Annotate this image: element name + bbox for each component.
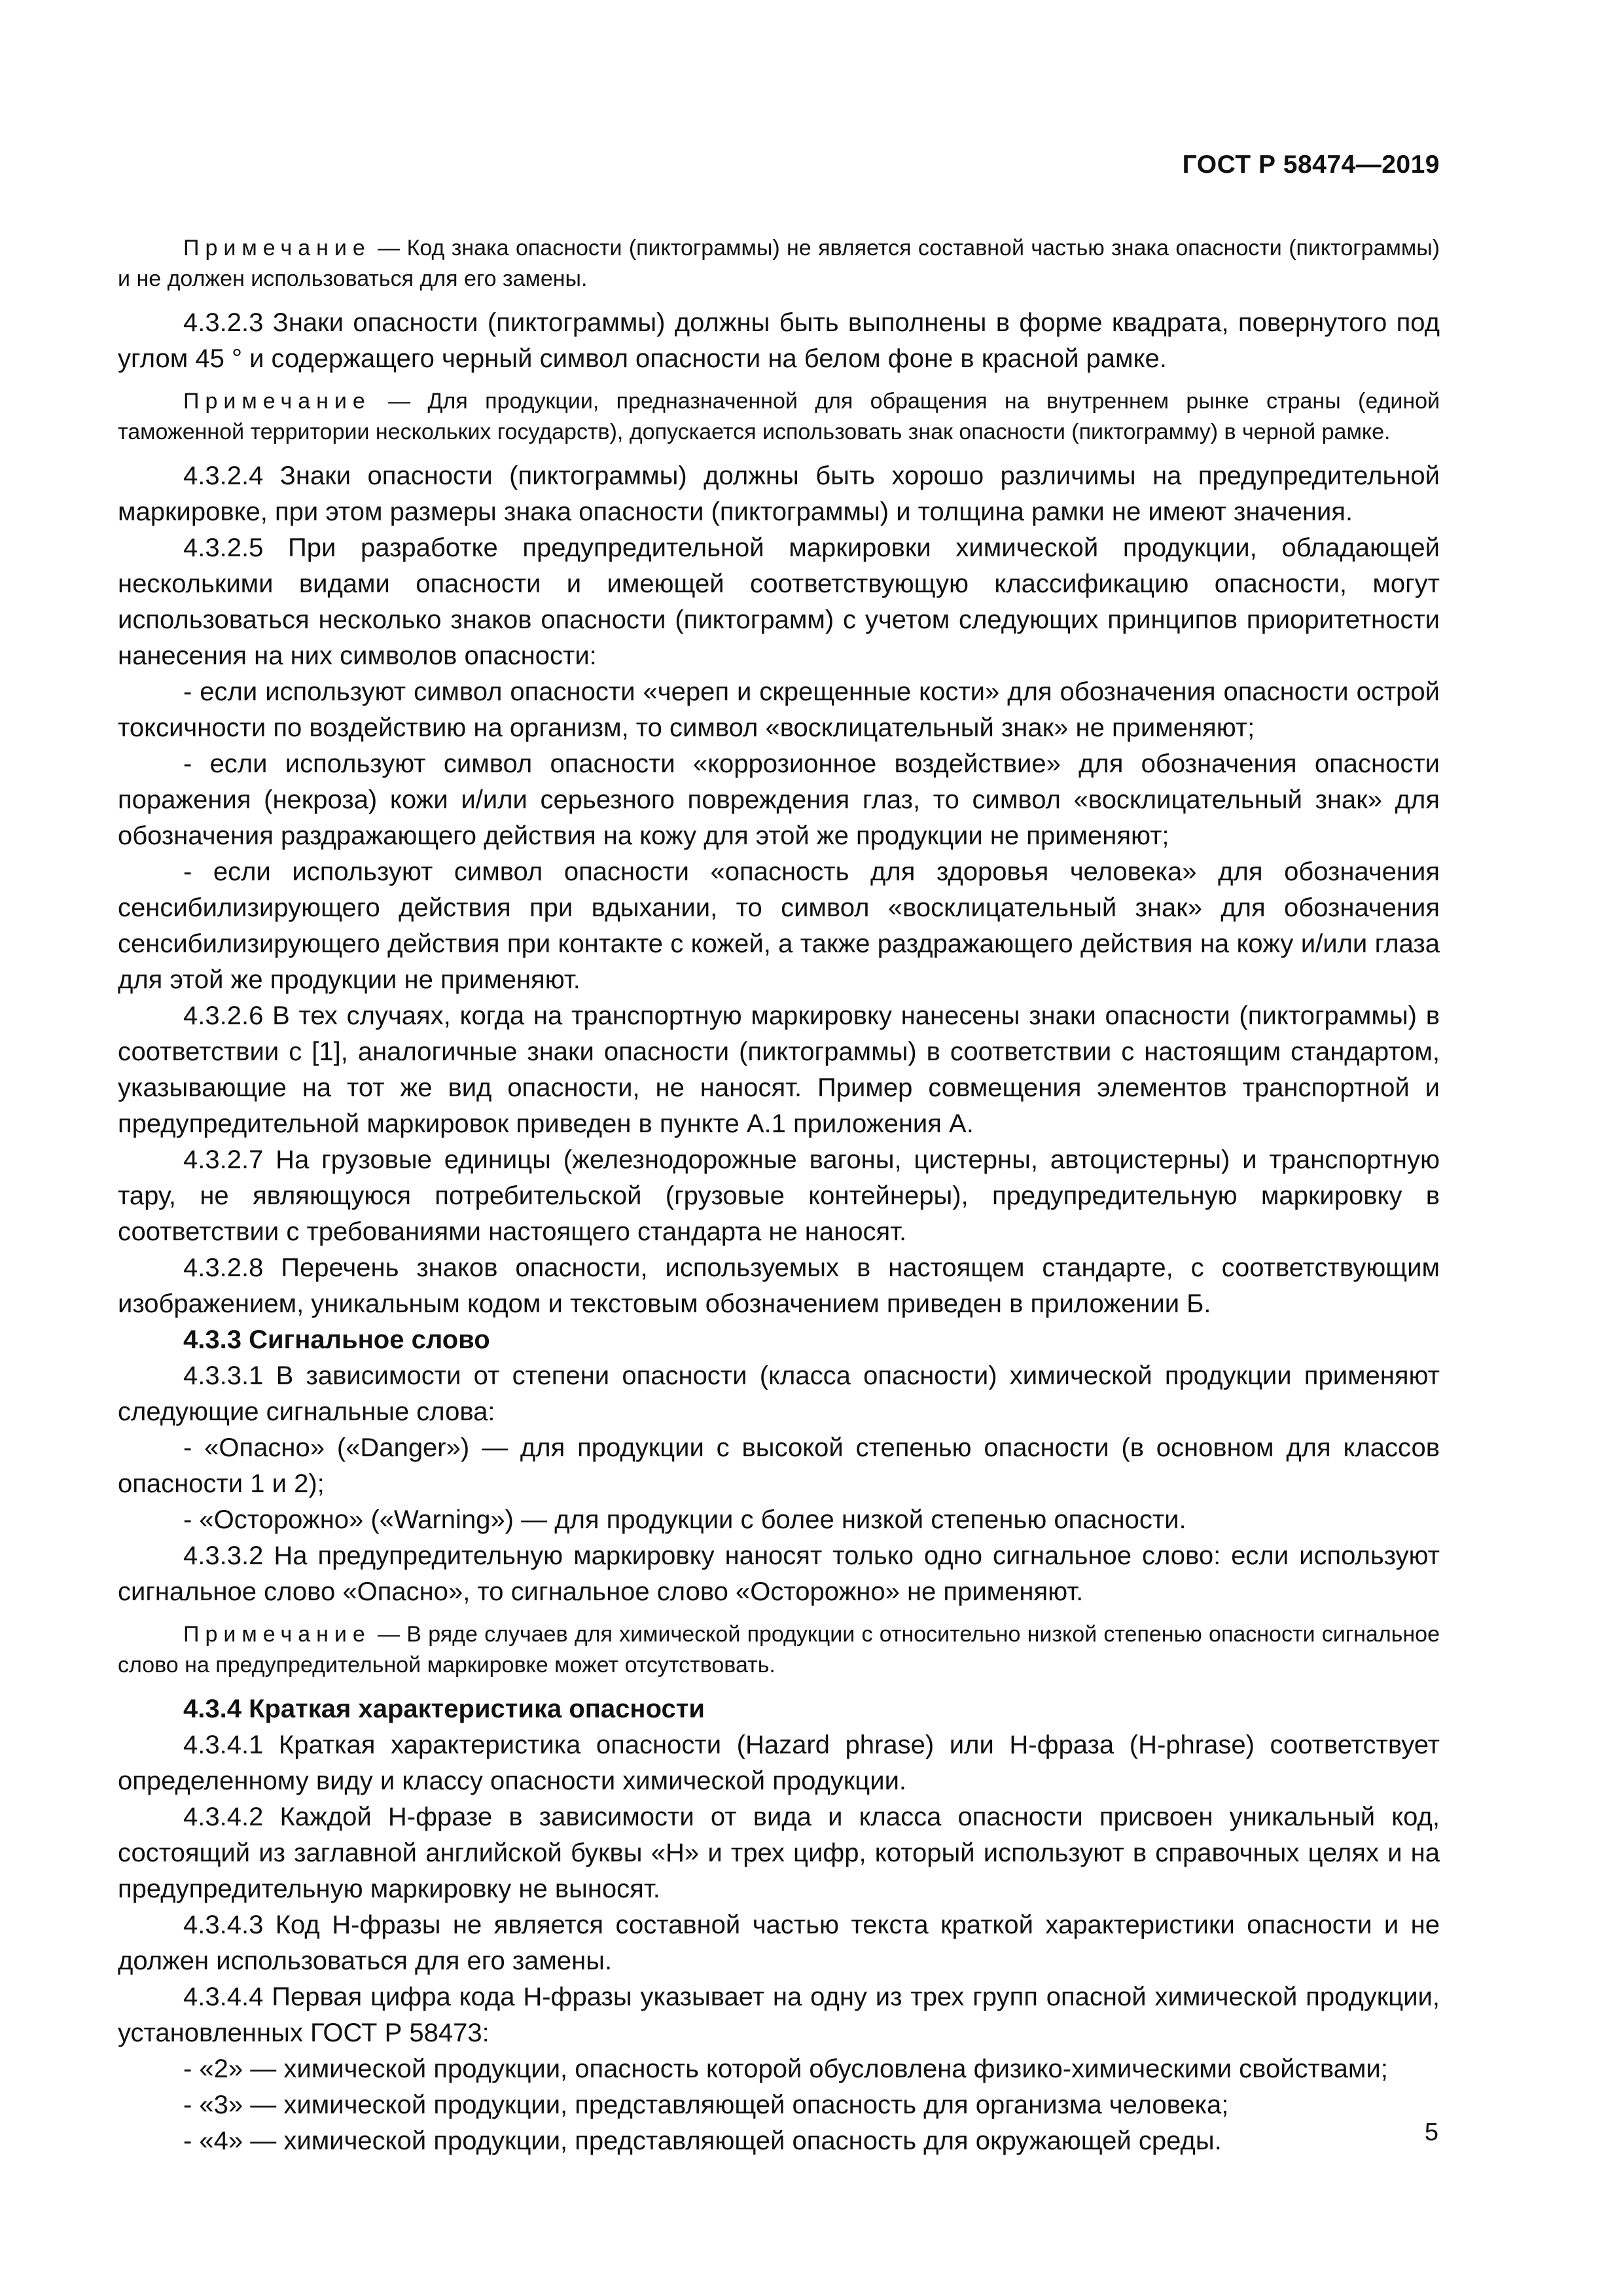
paragraph: 4.3.2.7 На грузовые единицы (железнодорожные вагоны, цистерны, автоцистерны) и транспортную тару, не являющуюся потребительской (грузовые контейнеры), предупредительную маркировку в соответствии с требованиями настоящего стандарта не наносят.	[118, 1145, 1440, 1246]
paragraph: 4.3.2.4 Знаки опасности (пиктограммы) должны быть хорошо различимы на предупредительной маркировке, при этом размеры знака опасности (пиктограммы) и толщина рамки не имеют значения.	[118, 461, 1440, 526]
list-item: - «Опасно» («Danger») — для продукции с высокой степенью опасности (в основном для классов опасности 1 и 2);	[118, 1433, 1440, 1498]
note	[118, 1619, 1440, 1681]
document-body	[118, 224, 1440, 2159]
paragraph: 4.3.2.8 Перечень знаков опасности, используемых в настоящем стандарте, с соответствующим изображением, уникальным кодом и текстовым обозначением приведен в приложении Б.	[118, 1253, 1440, 1318]
paragraph: 4.3.3.1 В зависимости от степени опасности (класса опасности) химической продукции применяют следующие сигнальные слова:	[118, 1361, 1440, 1426]
list-item: - если используют символ опасности «череп и скрещенные кости» для обозначения опасности острой токсичности по воздействию на организм, то символ «восклицательный знак» не применяют;	[118, 677, 1440, 742]
list-item: - если используют символ опасности «опасность для здоровья человека» для обозначения сенсибилизирующего действия при вдыхании, то символ «восклицательный знак» для обозначения сенсибилизирующего действия при контакте с кожей, а также раздражающего действия на кожу и/или глаза для этой же продукции не применяют.	[118, 857, 1440, 994]
section-heading: 4.3.4 Краткая характеристика опасности	[183, 1695, 705, 1723]
paragraph: 4.3.3.2 На предупредительную маркировку наносят только одно сигнальное слово: если используют сигнальное слово «Опасно», то сигнальное слово «Осторожно» не применяют.	[118, 1541, 1440, 1606]
list-item: - «3» — химической продукции, представляющей опасность для организма человека;	[183, 2090, 1229, 2119]
paragraph: 4.3.2.6 В тех случаях, когда на транспортную маркировку нанесены знаки опасности (пиктограммы) в соответствии с [1], аналогичные знаки опасности (пиктограммы) в соответствии с настоящим стандартом, указывающие на тот же вид опасности, не наносят. Пример совмещения элементов транспортной и предупредительной маркировок приведен в пункте А.1 приложения А.	[118, 1001, 1440, 1138]
paragraph: 4.3.4.2 Каждой Н-фразе в зависимости от вида и класса опасности присвоен уникальный код, состоящий из заглавной английской буквы «Н» и трех цифр, который используют в справочных целях и на предупредительную маркировку не выносят.	[118, 1803, 1440, 1903]
list-item: - «4» — химической продукции, представляющей опасность для окружающей среды.	[183, 2126, 1222, 2155]
paragraph: 4.3.2.5 При разработке предупредительной маркировки химической продукции, обладающей несколькими видами опасности и имеющей соответствующую классификацию опасности, могут использоваться несколько знаков опасности (пиктограмм) с учетом следующих принципов приоритетности нанесения на них символов опасности:	[118, 533, 1440, 670]
list-item: - «Осторожно» («Warning») — для продукции с более низкой степенью опасности.	[183, 1505, 1186, 1534]
paragraph: 4.3.4.3 Код Н-фразы не является составной частью текста краткой характеристики опасности и не должен использоваться для его замены.	[118, 1910, 1440, 1975]
list-item: - если используют символ опасности «коррозионное воздействие» для обозначения опасности поражения (некроза) кожи и/или серьезного повреждения глаз, то символ «восклицательный знак» для обозначения раздражающего действия на кожу для этой же продукции не применяют;	[118, 749, 1440, 850]
paragraph: 4.3.4.4 Первая цифра кода Н-фразы указывает на одну из трех групп опасной химической продукции, установленных ГОСТ Р 58473:	[118, 1982, 1440, 2047]
paragraph: 4.3.2.3 Знаки опасности (пиктограммы) должны быть выполнены в форме квадрата, повернутого под углом 45 ° и содержащего черный символ опасности на белом фоне в красной рамке.	[118, 308, 1440, 373]
note	[118, 233, 1440, 295]
paragraph: 4.3.4.1 Краткая характеристика опасности (Hazard phrase) или Н-фраза (H-phrase) соответствует определенному виду и классу опасности химической продукции.	[118, 1731, 1440, 1795]
note-text: — Для продукции, предназначенной для обращения на внутреннем рынке страны (единой таможенной территории нескольких государств), допускается использовать знак опасности (пиктограмму) в черной рамке.	[118, 389, 1440, 444]
note-label: Примечание	[183, 389, 371, 414]
note-label: Примечание	[183, 1622, 371, 1647]
document-header: ГОСТ Р 58474—2019	[1182, 151, 1440, 179]
note	[118, 386, 1440, 448]
page-number: 5	[1424, 2119, 1438, 2146]
list-item: - «2» — химической продукции, опасность которой обусловлена физико-химическими свойствами;	[183, 2054, 1388, 2083]
note-label: Примечание	[183, 236, 371, 260]
note-text: — В ряде случаев для химической продукции с относительно низкой степенью опасности сигнальное слово на предупредительной маркировке может отсутствовать.	[118, 1622, 1440, 1677]
section-heading: 4.3.3 Сигнальное слово	[183, 1325, 490, 1354]
note-text: — Код знака опасности (пиктограммы) не является составной частью знака опасности (пиктограммы) и не должен использоваться для его замены.	[118, 236, 1440, 291]
